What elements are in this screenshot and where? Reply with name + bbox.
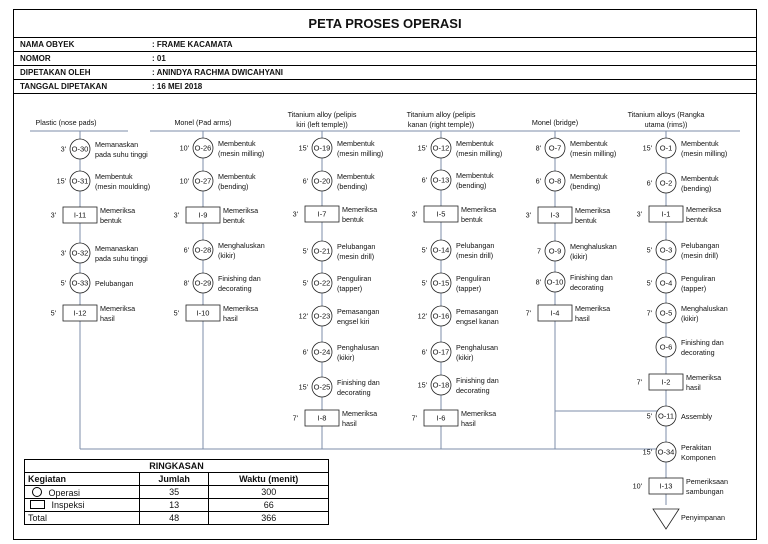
step-description: pada suhu tinggi bbox=[95, 254, 148, 263]
step-code: I-7 bbox=[317, 209, 327, 219]
step-time: 5' bbox=[50, 308, 56, 318]
step-description: Memeriksa bbox=[100, 304, 136, 313]
step-description: bentuk bbox=[223, 216, 245, 225]
step-description: (mesin drill) bbox=[681, 251, 719, 260]
step-description: bentuk bbox=[686, 215, 708, 224]
step-description: hasil bbox=[461, 419, 476, 428]
info-label: NAMA OBYEK bbox=[20, 40, 75, 49]
step-time: 10' bbox=[179, 176, 189, 186]
step-code: O-28 bbox=[194, 245, 212, 255]
step-time: 5' bbox=[421, 278, 427, 288]
step-time: 6' bbox=[421, 347, 427, 357]
summary-table bbox=[24, 459, 329, 525]
step-description: decorating bbox=[570, 283, 604, 292]
summary-count: 13 bbox=[139, 499, 209, 512]
step-description: bentuk bbox=[342, 215, 364, 224]
summary-time: 300 bbox=[209, 486, 329, 499]
step-description: Finishing dan bbox=[337, 378, 380, 387]
step-time: 3' bbox=[60, 248, 66, 258]
step-description: Finishing dan bbox=[456, 376, 499, 385]
step-code: I-10 bbox=[196, 308, 210, 318]
step-description: (mesin milling) bbox=[456, 149, 503, 158]
step-description: Membentuk bbox=[570, 172, 608, 181]
step-code: O-16 bbox=[432, 311, 450, 321]
info-label: NOMOR bbox=[20, 54, 51, 63]
step-time: 5' bbox=[646, 245, 652, 255]
inspection-square-icon bbox=[30, 500, 45, 509]
step-description: (kikir) bbox=[456, 353, 474, 362]
info-value: : ANINDYA RACHMA DWICAHYANI bbox=[152, 68, 283, 77]
step-description: (kikir) bbox=[337, 353, 355, 362]
summary-count: 35 bbox=[139, 486, 209, 499]
step-code: O-6 bbox=[659, 342, 673, 352]
step-code: O-25 bbox=[313, 382, 331, 392]
step-code: O-32 bbox=[71, 248, 89, 258]
step-time: 7 bbox=[537, 246, 541, 256]
step-code: O-10 bbox=[546, 277, 564, 287]
step-time: 7' bbox=[646, 308, 652, 318]
step-description: Membentuk bbox=[95, 172, 133, 181]
step-time: 5' bbox=[302, 278, 308, 288]
info-value: : 01 bbox=[152, 54, 166, 63]
summary-label: Inspeksi bbox=[51, 500, 85, 510]
step-description: Membentuk bbox=[681, 139, 719, 148]
info-label: DIPETAKAN OLEH bbox=[20, 68, 91, 77]
storage-triangle bbox=[653, 509, 679, 529]
column-title: Titanium alloy (pelipis bbox=[406, 110, 476, 119]
step-code: O-12 bbox=[432, 143, 450, 153]
step-time: 15' bbox=[642, 447, 652, 457]
summary-header: Kegiatan bbox=[25, 473, 140, 486]
step-time: 5' bbox=[60, 278, 66, 288]
step-description: (mesin drill) bbox=[456, 251, 494, 260]
step-description: hasil bbox=[575, 314, 590, 323]
step-time: 6' bbox=[535, 176, 541, 186]
step-description: Memanaskan bbox=[95, 140, 139, 149]
step-time: 12' bbox=[417, 311, 427, 321]
step-description: sambungan bbox=[686, 487, 724, 496]
step-code: I-4 bbox=[550, 308, 560, 318]
step-time: 3' bbox=[60, 144, 66, 154]
step-time: 15' bbox=[298, 143, 308, 153]
step-code: I-3 bbox=[550, 210, 560, 220]
step-time: 3' bbox=[411, 209, 417, 219]
step-code: O-21 bbox=[313, 246, 331, 256]
step-time: 7' bbox=[411, 413, 417, 423]
step-code: O-9 bbox=[548, 246, 562, 256]
step-description: (bending) bbox=[570, 182, 601, 191]
step-description: Memeriksa bbox=[686, 205, 722, 214]
summary-header: Waktu (menit) bbox=[209, 473, 329, 486]
step-description: decorating bbox=[681, 348, 715, 357]
step-description: hasil bbox=[223, 314, 238, 323]
summary-time: 66 bbox=[209, 499, 329, 512]
step-time: 5' bbox=[421, 245, 427, 255]
step-description: Membentuk bbox=[218, 172, 256, 181]
step-code: O-18 bbox=[432, 380, 450, 390]
step-description: (kikir) bbox=[218, 251, 236, 260]
step-description: bentuk bbox=[575, 216, 597, 225]
step-code: I-5 bbox=[436, 209, 446, 219]
step-description: Pemeriksaan bbox=[686, 477, 728, 486]
step-description: Membentuk bbox=[456, 139, 494, 148]
step-description: (mesin milling) bbox=[337, 149, 384, 158]
summary-time: 366 bbox=[209, 512, 329, 525]
step-description: (mesin moulding) bbox=[95, 182, 151, 191]
step-description: hasil bbox=[100, 314, 115, 323]
step-code: O-11 bbox=[657, 411, 675, 421]
step-time: 7' bbox=[636, 377, 642, 387]
operation-circle-icon bbox=[32, 487, 42, 497]
step-code: O-8 bbox=[548, 176, 562, 186]
step-description: Membentuk bbox=[218, 139, 256, 148]
step-time: 5' bbox=[302, 246, 308, 256]
step-description: decorating bbox=[456, 386, 490, 395]
summary-row-total bbox=[25, 512, 329, 525]
step-time: 8' bbox=[183, 278, 189, 288]
step-description: Menghaluskan bbox=[218, 241, 265, 250]
step-time: 3' bbox=[292, 209, 298, 219]
summary-title: RINGKASAN bbox=[25, 460, 329, 473]
step-code: O-17 bbox=[432, 347, 450, 357]
step-time: 6' bbox=[421, 175, 427, 185]
info-value: : 16 MEI 2018 bbox=[152, 82, 203, 91]
step-code: O-31 bbox=[71, 176, 89, 186]
step-time: 3' bbox=[173, 210, 179, 220]
step-description: Komponen bbox=[681, 453, 716, 462]
step-time: 12' bbox=[298, 311, 308, 321]
step-code: O-1 bbox=[659, 143, 673, 153]
column-title: Plastic (nose pads) bbox=[35, 118, 97, 127]
step-time: 15' bbox=[298, 382, 308, 392]
step-code: O-34 bbox=[657, 447, 675, 457]
step-description: Finishing dan bbox=[570, 273, 613, 282]
step-description: (bending) bbox=[681, 184, 712, 193]
step-description: Memeriksa bbox=[342, 205, 378, 214]
step-code: O-23 bbox=[313, 311, 331, 321]
step-code: O-20 bbox=[313, 176, 331, 186]
step-time: 8' bbox=[535, 277, 541, 287]
step-time: 7' bbox=[292, 413, 298, 423]
column-title: Monel (bridge) bbox=[531, 118, 579, 127]
step-description: (bending) bbox=[456, 181, 487, 190]
column-title: Titanium alloy (pelipis bbox=[287, 110, 357, 119]
step-description: (bending) bbox=[218, 182, 249, 191]
step-description: Membentuk bbox=[456, 171, 494, 180]
step-code: I-2 bbox=[661, 377, 671, 387]
step-description: Memeriksa bbox=[342, 409, 378, 418]
step-code: O-15 bbox=[432, 278, 450, 288]
step-time: 6' bbox=[646, 178, 652, 188]
step-time: 5' bbox=[646, 278, 652, 288]
step-description: (kikir) bbox=[681, 314, 699, 323]
step-time: 5' bbox=[173, 308, 179, 318]
step-description: Perakitan bbox=[681, 443, 712, 452]
step-description: Penghalusan bbox=[456, 343, 498, 352]
step-code: I-13 bbox=[659, 481, 673, 491]
summary-row-inspeksi bbox=[25, 499, 329, 512]
step-description: pada suhu tinggi bbox=[95, 150, 148, 159]
step-code: O-19 bbox=[313, 143, 331, 153]
step-time: 15' bbox=[642, 143, 652, 153]
step-description: Memanaskan bbox=[95, 244, 139, 253]
step-time: 10' bbox=[632, 481, 642, 491]
step-description: Menghaluskan bbox=[570, 242, 617, 251]
step-time: 3' bbox=[636, 209, 642, 219]
step-description: Memeriksa bbox=[223, 206, 259, 215]
step-code: I-6 bbox=[436, 413, 446, 423]
summary-label: Total bbox=[25, 512, 140, 525]
page-title: PETA PROSES OPERASI bbox=[14, 10, 756, 38]
info-value: : FRAME KACAMATA bbox=[152, 40, 233, 49]
step-time: 15' bbox=[417, 380, 427, 390]
step-code: O-26 bbox=[194, 143, 212, 153]
step-description: Membentuk bbox=[681, 174, 719, 183]
step-time: 6' bbox=[183, 245, 189, 255]
step-description: (kikir) bbox=[570, 252, 588, 261]
step-description: (tapper) bbox=[681, 284, 707, 293]
step-description: (mesin drill) bbox=[337, 252, 375, 261]
step-code: O-27 bbox=[194, 176, 212, 186]
step-time: 5' bbox=[646, 411, 652, 421]
step-description: Memeriksa bbox=[575, 304, 611, 313]
summary-label: Operasi bbox=[48, 487, 81, 498]
step-description: Penguliran bbox=[681, 274, 716, 283]
step-description: Pemasangan bbox=[456, 307, 499, 316]
step-description: Membentuk bbox=[570, 139, 608, 148]
step-description: Pelubangan bbox=[681, 241, 720, 250]
step-time: 8' bbox=[535, 143, 541, 153]
step-description: hasil bbox=[686, 383, 701, 392]
step-description: Pemasangan bbox=[337, 307, 380, 316]
step-code: I-1 bbox=[661, 209, 671, 219]
step-code: O-4 bbox=[659, 278, 673, 288]
step-code: I-8 bbox=[317, 413, 327, 423]
column-title: Titanium alloys (Rangka bbox=[627, 110, 705, 119]
step-description: Menghaluskan bbox=[681, 304, 728, 313]
info-label: TANGGAL DIPETAKAN bbox=[20, 82, 108, 91]
step-description: Penguliran bbox=[456, 274, 491, 283]
step-description: bentuk bbox=[461, 215, 483, 224]
step-time: 15' bbox=[56, 176, 66, 186]
step-description: engsel kiri bbox=[337, 317, 370, 326]
step-time: 6' bbox=[302, 347, 308, 357]
step-description: Membentuk bbox=[337, 139, 375, 148]
summary-header: Jumlah bbox=[139, 473, 209, 486]
step-description: (mesin milling) bbox=[681, 149, 728, 158]
step-code: O-2 bbox=[659, 178, 673, 188]
step-code: I-11 bbox=[73, 210, 87, 220]
column-title: Monel (Pad arms) bbox=[174, 118, 232, 127]
step-description: engsel kanan bbox=[456, 317, 499, 326]
step-description: (tapper) bbox=[456, 284, 482, 293]
step-time: 10' bbox=[179, 143, 189, 153]
step-code: O-14 bbox=[432, 245, 450, 255]
step-description: Penguliran bbox=[337, 274, 372, 283]
column-title: kiri (left temple)) bbox=[296, 120, 348, 129]
step-description: Pelubangan bbox=[337, 242, 376, 251]
step-description: Memeriksa bbox=[461, 409, 497, 418]
step-description: Memeriksa bbox=[575, 206, 611, 215]
step-time: 15' bbox=[417, 143, 427, 153]
step-description: (bending) bbox=[337, 182, 368, 191]
step-code: O-33 bbox=[71, 278, 89, 288]
step-code: O-3 bbox=[659, 245, 673, 255]
step-code: O-13 bbox=[432, 175, 450, 185]
step-code: O-5 bbox=[659, 308, 673, 318]
step-code: I-12 bbox=[73, 308, 87, 318]
step-description: (tapper) bbox=[337, 284, 363, 293]
step-code: I-9 bbox=[198, 210, 208, 220]
column-title: kanan (right temple)) bbox=[407, 120, 475, 129]
step-description: Pelubangan bbox=[456, 241, 495, 250]
step-description: Finishing dan bbox=[681, 338, 724, 347]
step-time: 7' bbox=[525, 308, 531, 318]
step-description: Membentuk bbox=[337, 172, 375, 181]
step-time: 6' bbox=[302, 176, 308, 186]
step-description: hasil bbox=[342, 419, 357, 428]
step-time: 3' bbox=[50, 210, 56, 220]
step-code: O-7 bbox=[548, 143, 562, 153]
column-title: utama (rims)) bbox=[644, 120, 688, 129]
step-description: bentuk bbox=[100, 216, 122, 225]
step-description: Memeriksa bbox=[223, 304, 259, 313]
step-code: O-24 bbox=[313, 347, 331, 357]
step-description: Penghalusan bbox=[337, 343, 379, 352]
step-description: (mesin milling) bbox=[570, 149, 617, 158]
step-description: Pelubangan bbox=[95, 279, 134, 288]
step-time: 3' bbox=[525, 210, 531, 220]
step-code: O-22 bbox=[313, 278, 331, 288]
step-code: O-30 bbox=[71, 144, 89, 154]
step-description: Memeriksa bbox=[100, 206, 136, 215]
step-description: decorating bbox=[337, 388, 371, 397]
summary-count: 48 bbox=[139, 512, 209, 525]
step-description: Penyimpanan bbox=[681, 513, 725, 522]
step-description: decorating bbox=[218, 284, 252, 293]
step-description: Finishing dan bbox=[218, 274, 261, 283]
step-description: Memeriksa bbox=[686, 373, 722, 382]
step-code: O-29 bbox=[194, 278, 212, 288]
step-description: Memeriksa bbox=[461, 205, 497, 214]
step-description: Assembly bbox=[681, 412, 713, 421]
summary-row-operasi bbox=[25, 486, 329, 499]
step-description: (mesin milling) bbox=[218, 149, 265, 158]
